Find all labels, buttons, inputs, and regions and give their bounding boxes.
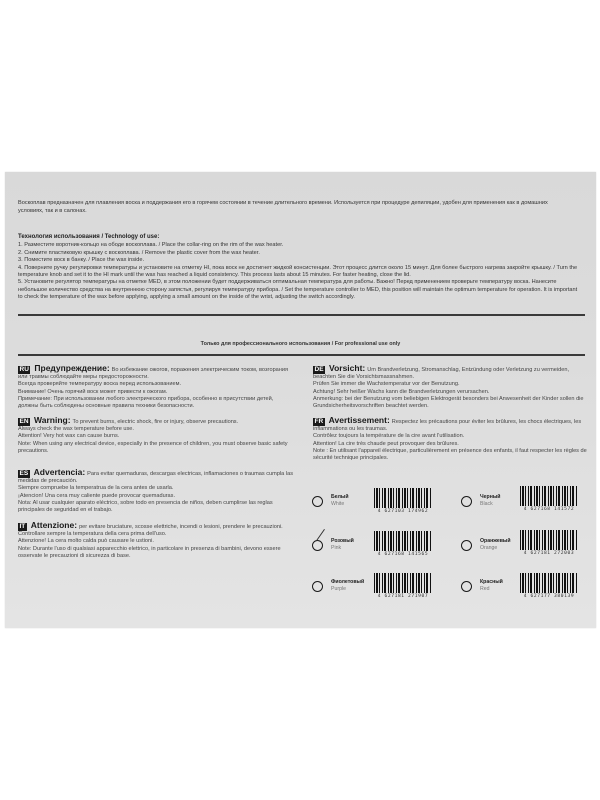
color-name-en: Pink	[331, 545, 342, 551]
technology-section	[18, 234, 578, 302]
color-name-ru: Черный	[480, 494, 501, 500]
checkmark-icon	[316, 529, 325, 541]
warning-line: Note: When using any electrical device, especially in the presence of children, you must observe basic safety precautions.	[18, 440, 288, 454]
barcode-icon	[520, 486, 578, 506]
warning-line: Controllare sempre la temperatura della cera prima dell'uso.	[18, 531, 167, 538]
warning-line: Attenzione! La cera molto calda può causare le ustioni.	[18, 538, 154, 545]
circle-checkbox-icon	[312, 496, 323, 507]
technology-step: 3. Поместите воск в банку. / Place the wax inside.	[18, 257, 145, 264]
instruction-sheet	[5, 172, 596, 628]
barcode-icon	[520, 530, 578, 550]
warning-de	[313, 365, 588, 410]
technology-step: 1. Разместите воротник-кольцо на ободе воскоплава. / Place the collar-ring on the rim of the wax heater.	[18, 242, 284, 249]
lang-tag-en: EN	[19, 418, 29, 425]
barcode-number: 4 627168 141565	[377, 552, 429, 557]
color-name-ru: Розовый	[331, 538, 354, 544]
warning-ru	[18, 365, 293, 410]
lang-tag-es: ES	[19, 470, 29, 477]
color-name-ru: Белый	[331, 494, 349, 500]
technology-step: 5. Установите регулятор температуры на отметке MED, в этом положении будет поддерживаться оптимальная температура для работы. Важно! Перед применением проверьте температуру воска. Нанесите небольшое количество средства на внутреннюю сторону запястья, регулируя температуру прибора. / Set the temperature controller to MED, this position will maintain the optimum temperature for operation. It is important to check the temperature of the wax before applying, applying a small amount on the inside of the wrist, adjusting the switch accordingly.	[18, 279, 578, 301]
warning-lead: Respectez les précautions pour éviter les brûlures, les chocs électriques, les inflammations ou les traumas.	[313, 419, 582, 433]
warning-heading: Avertissement:	[328, 415, 390, 425]
barcode-icon	[374, 531, 432, 551]
color-name-ru: Красный	[480, 579, 503, 585]
warning-line: Nota: Al usar cualquier aparato eléctrico, sobre todo en presencia de niños, deben cumplirse las reglas principales de seguridad en el trabajo.	[18, 499, 273, 514]
warning-heading: Warning:	[34, 415, 71, 425]
lang-tag-fr: FR	[314, 418, 324, 425]
warning-line: Note: Durante l'uso di qualsiasi apparecchio elettrico, in particolare in presenza di bambini, devono essere osservate le precauzioni di sicurezza di base.	[18, 545, 281, 559]
barcode-number: 4 627168 141572	[523, 507, 575, 512]
lang-tag-ru: RU	[19, 366, 29, 373]
warning-line: Contrôlez toujours la température de la cire avant l'utilisation.	[313, 433, 465, 440]
color-name-en: White	[331, 501, 345, 507]
warning-line: Achtung! Sehr heißer Wachs kann die Brandverletzungen verursachen.	[313, 388, 490, 395]
warning-en	[18, 417, 303, 455]
warning-es	[18, 469, 298, 514]
warning-line: Prüfen Sie immer die Wachstemperatur vor der Benutzung.	[313, 381, 460, 388]
warning-lead: per evitare bruciature, scosse elettriche, incendi o lesioni, prendere le precauzioni.	[79, 524, 283, 530]
color-name-ru: Оранжевый	[480, 538, 511, 544]
warning-lead: Para evitar quemaduras, descargas electricas, inflamaciones o traumas cumpla las medidas de precaución.	[18, 471, 293, 485]
warning-line: Внимание! Очень горячий воск может привести к ожогам.	[18, 388, 168, 395]
technology-title: Технология использования / Technology of use:	[18, 234, 160, 240]
circle-checkbox-icon	[461, 496, 472, 507]
warning-heading: Advertencia:	[33, 467, 86, 477]
warning-line: Always check the wax temperature before use.	[18, 426, 134, 433]
circle-checkbox-icon	[461, 581, 472, 592]
barcode-icon	[374, 573, 432, 593]
warning-line: Note : En utilisant l'appareil électrique, particulièrement en présence des enfants, il faut respecter les règles de sécurité technique principales.	[313, 447, 587, 462]
barcode-number: 4 627181 272003	[523, 551, 575, 556]
divider-bottom	[18, 354, 585, 356]
warning-line: Siempre compruebe la temperatrua de la cera antes de usarla.	[18, 485, 174, 492]
warning-lead: Um Brandverletzung, Stromanschlag, Entzündung oder Verletzung zu vermeiden, beachten Sie die Vorsichtsmassnahmen.	[313, 367, 570, 381]
circle-checkbox-icon	[312, 581, 323, 592]
circle-checkbox-icon	[461, 540, 472, 551]
color-name-en: Orange	[480, 545, 498, 551]
circle-checkbox-icon	[312, 540, 323, 551]
professional-use-note: Только для профессионального использования / For professional use only	[200, 341, 401, 347]
barcode-number: 4 627181 271907	[377, 594, 429, 599]
color-name-en: Black	[480, 501, 493, 507]
lang-tag-it: IT	[19, 523, 26, 530]
barcode-number: 4 627177 380139	[523, 594, 575, 599]
technology-step: 2. Снимите пластиковую крышку с воскоплава. / Remove the plastic cover from the wax heater.	[18, 249, 260, 256]
warning-line: Всегда проверяйте температуру воска перед использованием.	[18, 381, 182, 388]
warning-heading: Предупреждение:	[34, 363, 110, 373]
barcode-icon	[520, 573, 578, 593]
barcode-icon	[374, 488, 432, 508]
warning-line: Attention! La cire très chaude peut provoquer des brûlures.	[313, 440, 459, 447]
warning-heading: Vorsicht:	[329, 363, 366, 373]
warning-line: Anmerkung: bei der Benutzung vom beliebigen Elektrogerät besonders bei Anwesenheit der Kinder sollen die Grundsicherheitsvorschriften beachtet werden.	[313, 395, 584, 410]
color-name-en: Purple	[331, 586, 346, 592]
divider-top	[18, 314, 585, 316]
warning-line: ¡Atencion! Una cera muy caliente puede provocar quemaduras.	[18, 492, 176, 499]
color-name-ru: Фиолетовый	[331, 579, 365, 585]
warning-lead: To prevent burns, electric shock, fire or injury, observe precautions.	[72, 419, 239, 425]
warning-line: Attention! Very hot wax can cause burns.	[18, 433, 120, 440]
warning-fr	[313, 417, 588, 462]
technology-step: 4. Поверните ручку регулировки температуры и установите на отметку HI, пока воск не достигнет жидкой консистенции. Этот процесс длится около 15 минут. Для более быстрого нагрева закройте крышку. / Turn the temperature knob and set it to the HI mark until the wax has reached a liquid consistency. This process lasts about 15 minutes. For faster heating, close the lid.	[18, 264, 578, 279]
intro-paragraph: Воскоплав предназначен для плавления воска и поддержания его в горячем состоянии в течение длительного времени. Используется при процедуре депиляции, удобен для применения как в домашних условиях, так и в салонах.	[18, 200, 548, 214]
lang-tag-de: DE	[314, 366, 324, 373]
warning-line: Примечание: При использовании любого электрического прибора, особенно в присутствии детей, должны быть соблюдены основные правила техники безопасности.	[18, 395, 274, 410]
warning-heading: Attenzione:	[30, 520, 78, 530]
color-name-en: Red	[480, 586, 490, 592]
barcode-number: 4 627103 174962	[377, 509, 429, 514]
warning-lead: Во избежание ожогов, поражения электрическим током, возгорания или травмы соблюдайте меры предосторожности.	[18, 367, 289, 381]
warning-it	[18, 522, 298, 560]
